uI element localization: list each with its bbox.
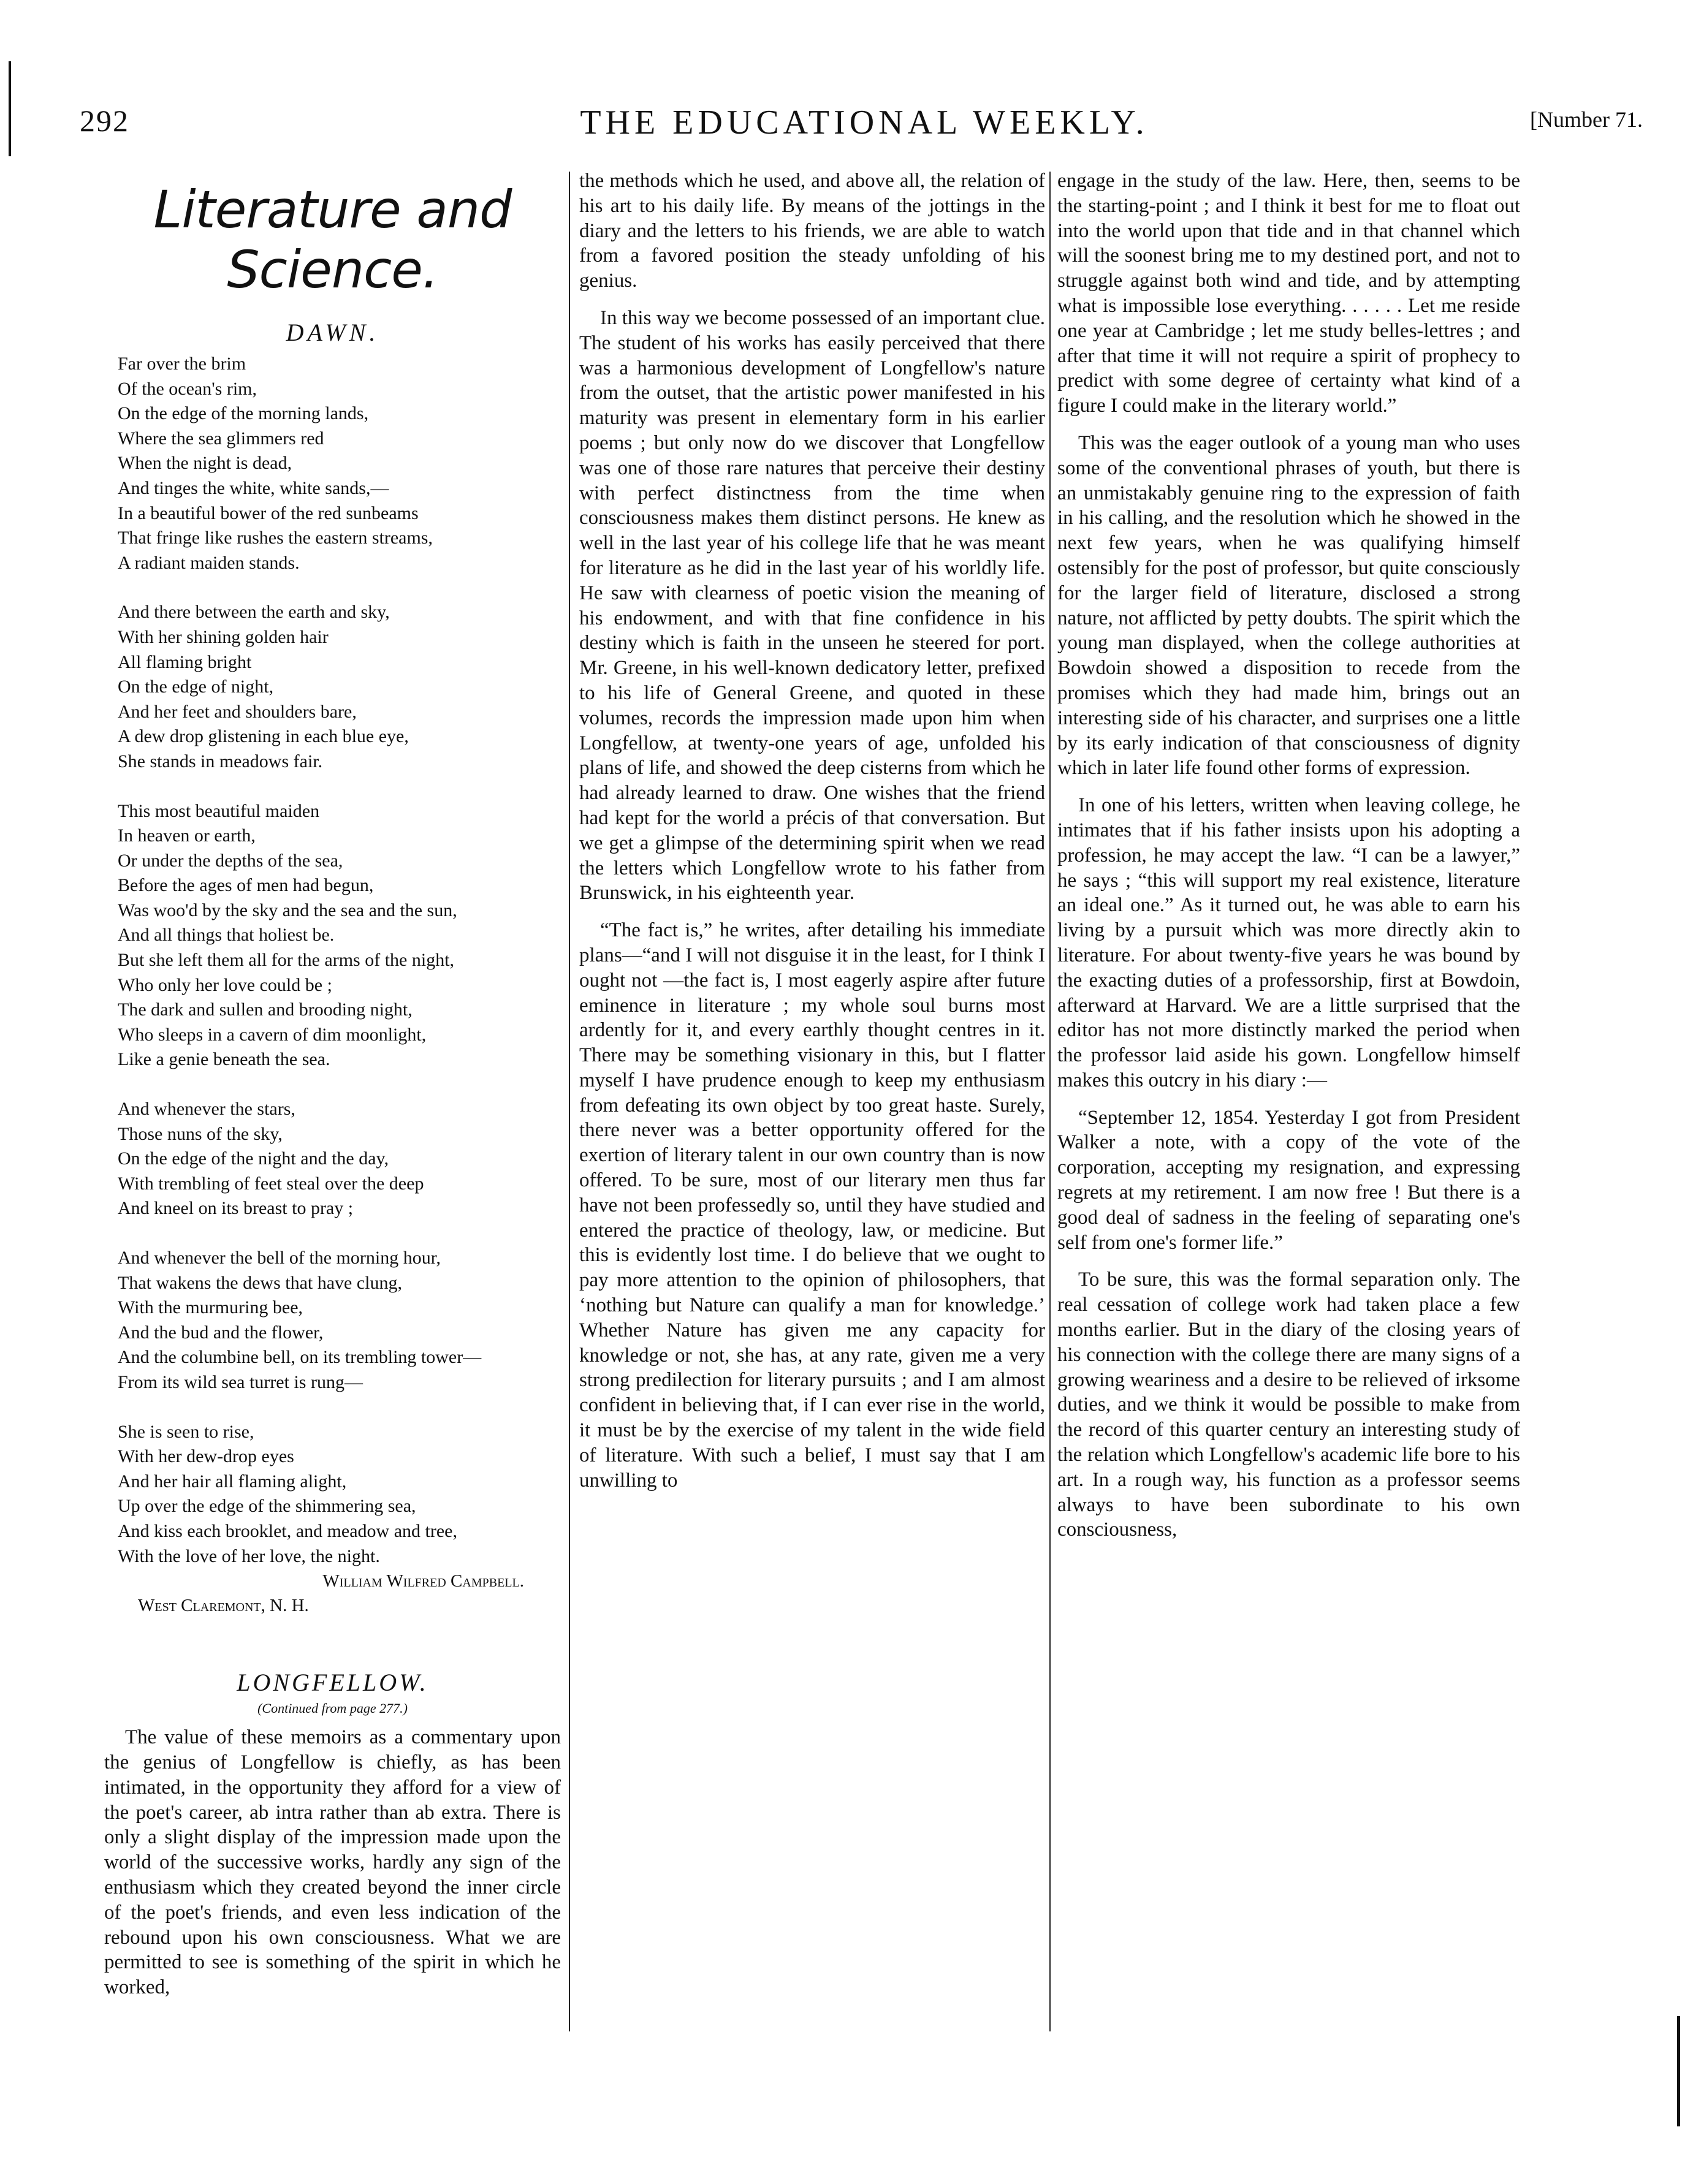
poem-line: On the edge of the night and the day, (118, 1148, 389, 1169)
poem-stanza (118, 600, 561, 774)
poem-line: With the love of her love, the night. (118, 1545, 380, 1566)
poem-line: She is seen to rise, (118, 1421, 254, 1442)
article-paragraph: In this way we become possessed of an important clue. The student of his works has easily perceived that there was a harmonious development of Longfellow's nature from the outset, that the artistic power manifested in his maturity was present in elementary form in his earlier poems ; but only now do we discover that Longfellow was one of those rare natures that perceive their destiny with perfect distinctness from the time when consciousness makes them distinct persons. He knew as well in the last year of his college life that he was meant for literature as he did in the last year of his worldly life. He saw with clearness of poetic vision the meaning of his endowment, and with that fine confidence in his destiny which is faith in the unseen he steered for port. Mr. Greene, in his well-known dedicatory letter, prefixed to his life of General Greene, and quoted in these volumes, records the impression made upon him when Longfellow, at twenty-one years of age, unfolded his plans of life, and showed the deep cisterns from which he had already learned to draw. One wishes that the friend had kept for the world a précis of that conversation. But we get a glimpse of the determining spirit when we read the letters which Longfellow wrote to his father from Brunswick, in his eighteenth year. (579, 306, 1045, 904)
article-text-col2 (579, 169, 1045, 1493)
poem-stanza (118, 799, 561, 1073)
poem-line: Before the ages of men had begun, (118, 875, 374, 896)
column-2 (579, 169, 1045, 1505)
article-paragraph: The value of these memoirs as a commentary upon the genius of Longfellow is chiefly, as has been intimated, in the opportunity they afford for a view of the poet's career, ab intra rather than ab extra. There is only a slight display of the impression made upon the world of the successive works, hardly any sign of the enthusiasm which they created beyond the inner circle of the poet's friends, and even less indication of the rebound upon his own consciousness. What we are permitted to see is something of the spirit in which he worked, (104, 1726, 561, 1999)
margin-rule-left (9, 61, 11, 156)
poem-line: And whenever the bell of the morning hour, (118, 1248, 441, 1268)
poem-line: A dew drop glistening in each blue eye, (118, 726, 409, 747)
poem-line: And the columbine bell, on its trembling tower— (118, 1347, 482, 1368)
poem-line: Or under the depths of the sea, (118, 850, 343, 871)
poem-line: Like a genie beneath the sea. (118, 1049, 330, 1070)
poem-line: That wakens the dews that have clung, (118, 1272, 403, 1293)
poem-stanza (118, 1420, 561, 1569)
poem-line: That fringe like rushes the eastern streams, (118, 528, 433, 548)
margin-rule-right (1677, 2016, 1680, 2126)
poem-stanza (118, 1097, 561, 1221)
poem-line: From its wild sea turret is rung— (118, 1371, 363, 1392)
poem-line: And her hair all flaming alight, (118, 1471, 347, 1492)
poem-line: This most beautiful maiden (118, 800, 320, 821)
article-paragraph: This was the eager outlook of a young man who uses some of the conventional phrases of youth, but there is an unmistakably genuine ring to the expression of faith in his calling, and the resolution which he showed in the next few years, when he was qualifying himself ostensibly for the post of professor, but quite consciously for the larger field of literature, disclosed a strong nature, not afflicted by petty doubts. The spirit which the young man displayed, when the college authorities at Bowdoin showed a disposition to recede from the promises which they had made him, brings out an interesting side of his character, and surprises one a little by its early indication of that consciousness of dignity which in later life found other forms of expression. (1057, 431, 1520, 779)
article-paragraph: the methods which he used, and above all, the relation of his art to his daily life. By means of the jottings in the diary and the letters to his friends, we are able to watch from a favored position the steady unfolding of his genius. (579, 170, 1045, 292)
column-1 (104, 169, 561, 2012)
poem-line: Where the sea glimmers red (118, 428, 324, 449)
poem-stanza (118, 352, 561, 575)
poem-author: William Wilfred Campbell. (322, 1571, 524, 1591)
poem-line: On the edge of night, (118, 677, 274, 697)
page-header (80, 103, 1649, 146)
article-paragraph: In one of his letters, written when leaving college, he intimates that if his father insists upon his adopting a profession, he may accept the law. “I can be a lawyer,” he says ; “this will support my real existence, literature an ideal one.” As it turned out, he was able to earn his living by a pursuit which was more directly akin to literature. For about twenty-five years he was bound by the exacting duties of a professorship, first at Bowdoin, afterward at Harvard. We are a little surprised that the editor has not more distinctly marked the period when the professor laid aside his gown. Longfellow himself makes this outcry in his diary :— (1057, 794, 1520, 1091)
poem-line: Far over the brim (118, 354, 246, 374)
poem-line: Up over the edge of the shimmering sea, (118, 1496, 416, 1517)
poem-line: When the night is dead, (118, 453, 292, 474)
column-divider (1049, 172, 1051, 2031)
article-paragraph: To be sure, this was the formal separation only. The real cessation of college work had taken place a few months earlier. But in the diary of the closing years of his connection with the college there are many signs of a growing weariness and a desire to be relieved of irksome duties, and we think it would be possible to make from the record of this quarter century an interesting study of the relation which Longfellow's academic life bore to his art. In a rough way, his function as a professor seems always to have been subordinate to his own consciousness, (1057, 1268, 1520, 1541)
poem-line: On the edge of the morning lands, (118, 403, 369, 424)
poem-line: All flaming bright (118, 651, 252, 672)
poem-place: West Claremont, N. H. (138, 1596, 309, 1616)
poem-line: And kiss each brooklet, and meadow and tree, (118, 1520, 457, 1541)
poem-line: But she left them all for the arms of the night, (118, 950, 455, 971)
poem-line: In a beautiful bower of the red sunbeams (118, 502, 419, 523)
poem-line: With the murmuring bee, (118, 1297, 303, 1318)
article-text-col3 (1057, 169, 1520, 1542)
poem-line: And kneel on its breast to pray ; (118, 1198, 354, 1219)
poem-line: With her shining golden hair (118, 626, 329, 647)
poem-line: With trembling of feet steal over the deep (118, 1173, 424, 1194)
poem-line: And all things that holiest be. (118, 925, 335, 946)
column-divider (569, 172, 570, 2031)
article-title: LONGFELLOW. (237, 1669, 428, 1697)
poem-line: Who sleeps in a cavern of dim moonlight, (118, 1024, 427, 1045)
poem-line: And there between the earth and sky, (118, 602, 390, 623)
poem-line: And tinges the white, white sands,— (118, 477, 389, 498)
poem-line: In heaven or earth, (118, 825, 256, 846)
poem-line: And the bud and the flower, (118, 1322, 324, 1343)
journal-title: THE EDUCATIONAL WEEKLY. (580, 104, 1149, 142)
poem-title: DAWN. (286, 319, 379, 346)
page-number: 292 (80, 104, 129, 138)
poem-line: Those nuns of the sky, (118, 1123, 283, 1144)
poem-line: A radiant maiden stands. (118, 552, 300, 573)
poem-line: Of the ocean's rim, (118, 378, 257, 399)
issue-number: [Number 71. (1530, 107, 1643, 132)
poem-line: And her feet and shoulders bare, (118, 701, 357, 722)
article-paragraph: engage in the study of the law. Here, then, seems to be the starting-point ; and I think it best for me to float out into the world upon that tide and in that channel which will the soonest bring me to my destined port, and not to struggle against both wind and tide, and by attempting what is impossible lose everything. . . . . . Let me reside one year at Cambridge ; let me study belles-lettres ; and after that time it will not require a spirit of prophecy to predict with some degree of certainty what kind of a figure I could make in the literary world.” (1057, 170, 1520, 417)
poem-line: Who only her love could be ; (118, 974, 332, 995)
article-subtitle: (Continued from page 277.) (257, 1701, 408, 1716)
article-paragraph: “The fact is,” he writes, after detailing his immediate plans—“and I will not disguise it in the least, for I think I ought not —the fact is, I most eagerly aspire after future eminence in literature ; my whole soul burns most ardently for it, and every earthly thought centres in it. There may be something visionary in this, but I flatter myself I have prudence enough to keep my enthusiasm from defeating its own object by too great haste. Surely, there never was a better opportunity offered for the exertion of literary talent in our own country than is now offered. To be sure, most of our literary men thus far have not been professedly so, until they have studied and entered the practice of theology, law, or medicine. But this is evidently lost time. I do believe that we ought to pay more attention to the opinion of philosophers, that ‘nothing but Nature can qualify a man for knowledge.’ Whether Nature has given me any capacity for knowledge or not, she has, at any rate, given me a very strong predilection for literary pursuits ; and I am almost confident in believing that, if I can ever rise in the world, it must be by the exercise of my talent in the wide field of literature. With such a belief, I must say that I am unwilling to (579, 919, 1045, 1492)
article-text-col1 (104, 1725, 561, 2000)
poem-body (104, 352, 561, 1569)
section-title: Literature and Science. (153, 180, 512, 300)
poem-line: The dark and sullen and brooding night, (118, 999, 413, 1020)
poem-stanza (118, 1246, 561, 1395)
poem-line: And whenever the stars, (118, 1099, 295, 1120)
column-3 (1057, 169, 1520, 1555)
article-paragraph: “September 12, 1854. Yesterday I got from President Walker a note, with a copy of the vote of the corporation, accepting my resignation, and expressing regrets at my retirement. I am now free ! But there is a good deal of sadness in the feeling of separating one's self from one's former life.” (1057, 1106, 1520, 1254)
poem-line: She stands in meadows fair. (118, 751, 323, 772)
poem-line: With her dew-drop eyes (118, 1446, 294, 1467)
poem-line: Was woo'd by the sky and the sea and the sun, (118, 900, 457, 920)
